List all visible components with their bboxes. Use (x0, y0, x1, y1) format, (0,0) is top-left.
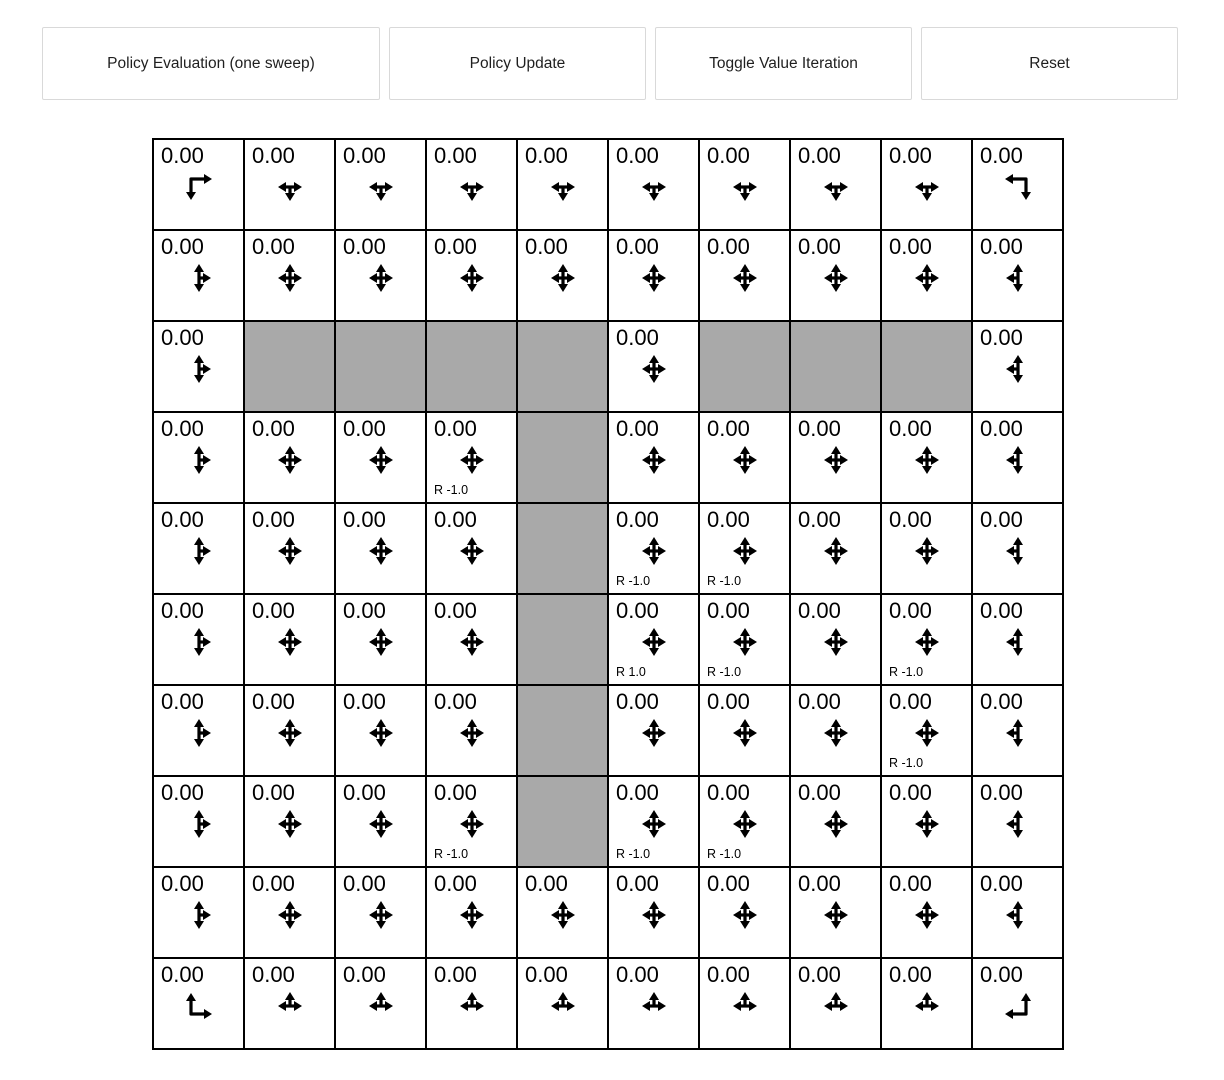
grid-cell (881, 412, 972, 503)
policy-arrows-udr-icon (183, 717, 215, 749)
grid-cell (972, 594, 1063, 685)
cell-value: 0.00 (616, 325, 659, 350)
cell-value: 0.00 (616, 962, 659, 987)
grid-cell (608, 867, 699, 958)
cell-value: 0.00 (980, 234, 1023, 259)
policy-arrows-lru-icon (638, 990, 670, 1022)
grid-cell (335, 776, 426, 867)
policy-arrows-udlr-icon (274, 717, 306, 749)
cell-value: 0.00 (252, 598, 295, 623)
cell-value: 0.00 (707, 689, 750, 714)
policy-arrows-udr-icon (183, 808, 215, 840)
policy-arrows-udlr-icon (820, 444, 852, 476)
cell-value: 0.00 (889, 871, 932, 896)
cell-value: 0.00 (161, 598, 204, 623)
policy-arrows-udl-icon (1002, 899, 1034, 931)
grid-cell (790, 685, 881, 776)
cell-value: 0.00 (798, 416, 841, 441)
cell-value: 0.00 (889, 962, 932, 987)
policy-arrows-udr-icon (183, 353, 215, 385)
cell-reward: R 1.0 (616, 665, 646, 679)
grid-cell (153, 503, 244, 594)
policy-arrows-ld-icon (1002, 171, 1034, 203)
cell-value: 0.00 (161, 143, 204, 168)
cell-value: 0.00 (343, 507, 386, 532)
policy-arrows-udlr-icon (456, 444, 488, 476)
policy-arrows-udlr-icon (365, 626, 397, 658)
cell-value: 0.00 (707, 780, 750, 805)
grid-cell (790, 139, 881, 230)
policy-arrows-udr-icon (183, 626, 215, 658)
grid-cell (426, 776, 517, 867)
cell-value: 0.00 (252, 962, 295, 987)
cell-value: 0.00 (252, 507, 295, 532)
cell-value: 0.00 (616, 416, 659, 441)
grid-cell (699, 594, 790, 685)
grid-cell (335, 230, 426, 321)
policy-arrows-udlr-icon (729, 626, 761, 658)
policy-arrows-udlr-icon (456, 262, 488, 294)
policy-arrows-ul-icon (1002, 990, 1034, 1022)
cell-reward: R -1.0 (616, 847, 651, 861)
policy-arrows-lrd-icon (820, 171, 852, 203)
cell-value: 0.00 (616, 598, 659, 623)
policy-arrows-udlr-icon (729, 717, 761, 749)
policy-arrows-lru-icon (456, 990, 488, 1022)
cell-value: 0.00 (798, 234, 841, 259)
cell-value: 0.00 (707, 143, 750, 168)
cell-reward: R -1.0 (889, 756, 924, 770)
grid-cell (335, 958, 426, 1049)
policy-arrows-udlr-icon (365, 444, 397, 476)
policy-arrows-udr-icon (183, 262, 215, 294)
grid-cell (699, 139, 790, 230)
cell-value: 0.00 (343, 962, 386, 987)
policy-arrows-udlr-icon (729, 444, 761, 476)
cell-value: 0.00 (161, 234, 204, 259)
grid-cell (699, 958, 790, 1049)
grid-cell (244, 776, 335, 867)
cell-value: 0.00 (707, 871, 750, 896)
policy-arrows-udlr-icon (638, 353, 670, 385)
cell-value: 0.00 (616, 143, 659, 168)
cell-value: 0.00 (980, 689, 1023, 714)
cell-value: 0.00 (980, 143, 1023, 168)
wall-cell (517, 503, 608, 594)
policy-arrows-udlr-icon (274, 899, 306, 931)
policy-arrows-udl-icon (1002, 808, 1034, 840)
grid-cell (335, 685, 426, 776)
wall-cell (426, 321, 517, 412)
wall-cell (790, 321, 881, 412)
cell-value: 0.00 (889, 598, 932, 623)
policy-arrows-udr-icon (183, 535, 215, 567)
cell-value: 0.00 (161, 689, 204, 714)
cell-value: 0.00 (343, 780, 386, 805)
cell-value: 0.00 (343, 871, 386, 896)
policy-arrows-udlr-icon (911, 535, 943, 567)
policy-arrows-lru-icon (547, 990, 579, 1022)
cell-value: 0.00 (798, 780, 841, 805)
grid-cell (426, 412, 517, 503)
grid-cell (244, 412, 335, 503)
policy-arrows-udlr-icon (820, 535, 852, 567)
cell-value: 0.00 (434, 143, 477, 168)
grid-cell (790, 230, 881, 321)
cell-value: 0.00 (434, 962, 477, 987)
grid-cell (153, 867, 244, 958)
grid-cell (699, 867, 790, 958)
policy-arrows-udlr-icon (820, 626, 852, 658)
cell-value: 0.00 (434, 416, 477, 441)
grid-cell (608, 958, 699, 1049)
grid-cell (244, 139, 335, 230)
policy-arrows-udlr-icon (911, 717, 943, 749)
grid-cell (153, 321, 244, 412)
policy-arrows-udlr-icon (638, 626, 670, 658)
grid-cell (517, 139, 608, 230)
grid-cell (608, 412, 699, 503)
policy-arrows-lru-icon (274, 990, 306, 1022)
cell-value: 0.00 (889, 143, 932, 168)
grid-cell (972, 139, 1063, 230)
policy-arrows-lrd-icon (911, 171, 943, 203)
grid-cell (790, 867, 881, 958)
grid-cell (335, 503, 426, 594)
grid-cell (699, 685, 790, 776)
policy-arrows-udl-icon (1002, 353, 1034, 385)
grid-cell (517, 867, 608, 958)
policy-update-button[interactable]: Policy Update (389, 27, 646, 100)
cell-value: 0.00 (616, 780, 659, 805)
toolbar (42, 27, 1224, 100)
grid-cell (244, 867, 335, 958)
grid-cell (790, 594, 881, 685)
cell-value: 0.00 (525, 871, 568, 896)
grid-cell (699, 776, 790, 867)
cell-value: 0.00 (798, 871, 841, 896)
cell-value: 0.00 (252, 234, 295, 259)
cell-value: 0.00 (889, 780, 932, 805)
cell-value: 0.00 (343, 598, 386, 623)
grid-cell (972, 867, 1063, 958)
grid-cell (790, 412, 881, 503)
policy-arrows-lru-icon (365, 990, 397, 1022)
policy-arrows-udlr-icon (820, 808, 852, 840)
cell-value: 0.00 (980, 871, 1023, 896)
grid-cell (244, 685, 335, 776)
policy-arrows-udlr-icon (365, 717, 397, 749)
reset-button[interactable]: Reset (921, 27, 1178, 100)
wall-cell (517, 594, 608, 685)
grid-cell (972, 321, 1063, 412)
policy-arrows-dr-icon (183, 171, 215, 203)
policy-arrows-udr-icon (183, 899, 215, 931)
grid-cell (153, 412, 244, 503)
grid-cell (426, 685, 517, 776)
cell-value: 0.00 (161, 962, 204, 987)
wall-cell (517, 685, 608, 776)
policy-arrows-udlr-icon (638, 262, 670, 294)
grid-cell (972, 958, 1063, 1049)
policy-arrows-udlr-icon (456, 808, 488, 840)
cell-value: 0.00 (889, 416, 932, 441)
grid-cell (790, 958, 881, 1049)
policy-arrows-udlr-icon (274, 262, 306, 294)
grid-cell (699, 230, 790, 321)
grid-cell (335, 867, 426, 958)
cell-value: 0.00 (343, 143, 386, 168)
cell-value: 0.00 (343, 234, 386, 259)
cell-value: 0.00 (434, 234, 477, 259)
cell-value: 0.00 (525, 234, 568, 259)
cell-value: 0.00 (434, 871, 477, 896)
grid-cell (699, 503, 790, 594)
policy-arrows-udlr-icon (274, 444, 306, 476)
policy-arrows-udlr-icon (638, 808, 670, 840)
policy-arrows-udlr-icon (911, 444, 943, 476)
cell-value: 0.00 (798, 143, 841, 168)
cell-value: 0.00 (616, 507, 659, 532)
toggle-value-iteration-button[interactable]: Toggle Value Iteration (655, 27, 912, 100)
wall-cell (517, 776, 608, 867)
grid-cell (244, 503, 335, 594)
grid-cell (244, 230, 335, 321)
grid-cell (335, 594, 426, 685)
policy-arrows-lru-icon (729, 990, 761, 1022)
grid-cell (517, 230, 608, 321)
policy-arrows-udl-icon (1002, 262, 1034, 294)
cell-value: 0.00 (889, 689, 932, 714)
grid-cell (881, 958, 972, 1049)
policy-arrows-udlr-icon (456, 535, 488, 567)
cell-value: 0.00 (980, 507, 1023, 532)
policy-arrows-udlr-icon (365, 262, 397, 294)
cell-value: 0.00 (707, 598, 750, 623)
policy-arrows-udlr-icon (638, 717, 670, 749)
cell-value: 0.00 (161, 780, 204, 805)
grid-cell (608, 776, 699, 867)
cell-value: 0.00 (252, 143, 295, 168)
policy-arrows-udlr-icon (729, 262, 761, 294)
cell-value: 0.00 (980, 598, 1023, 623)
grid-cell (790, 776, 881, 867)
policy-evaluation-button[interactable]: Policy Evaluation (one sweep) (42, 27, 380, 100)
policy-arrows-udl-icon (1002, 717, 1034, 749)
cell-value: 0.00 (343, 416, 386, 441)
cell-value: 0.00 (434, 780, 477, 805)
cell-value: 0.00 (707, 507, 750, 532)
policy-arrows-lrd-icon (729, 171, 761, 203)
cell-value: 0.00 (161, 871, 204, 896)
policy-arrows-udlr-icon (638, 444, 670, 476)
cell-reward: R -1.0 (889, 665, 924, 679)
cell-value: 0.00 (343, 689, 386, 714)
cell-value: 0.00 (434, 507, 477, 532)
grid-cell (881, 685, 972, 776)
cell-value: 0.00 (616, 234, 659, 259)
policy-arrows-udlr-icon (365, 535, 397, 567)
policy-arrows-udlr-icon (911, 262, 943, 294)
cell-value: 0.00 (434, 598, 477, 623)
wall-cell (699, 321, 790, 412)
wall-cell (244, 321, 335, 412)
cell-value: 0.00 (161, 325, 204, 350)
cell-reward: R -1.0 (434, 847, 469, 861)
grid-cell (608, 685, 699, 776)
cell-value: 0.00 (889, 507, 932, 532)
wall-cell (517, 412, 608, 503)
cell-value: 0.00 (980, 962, 1023, 987)
cell-value: 0.00 (252, 871, 295, 896)
grid-cell (608, 230, 699, 321)
grid-cell (153, 594, 244, 685)
policy-arrows-udlr-icon (274, 808, 306, 840)
cell-value: 0.00 (980, 416, 1023, 441)
policy-arrows-udlr-icon (820, 717, 852, 749)
policy-arrows-udlr-icon (365, 899, 397, 931)
wall-cell (335, 321, 426, 412)
policy-arrows-udlr-icon (365, 808, 397, 840)
grid-cell (426, 503, 517, 594)
cell-value: 0.00 (434, 689, 477, 714)
grid-cell (153, 776, 244, 867)
policy-arrows-udlr-icon (729, 535, 761, 567)
grid-cell (972, 685, 1063, 776)
policy-arrows-udlr-icon (820, 899, 852, 931)
cell-value: 0.00 (707, 962, 750, 987)
wall-cell (517, 321, 608, 412)
cell-value: 0.00 (616, 871, 659, 896)
cell-value: 0.00 (252, 689, 295, 714)
policy-arrows-udlr-icon (911, 626, 943, 658)
cell-value: 0.00 (252, 416, 295, 441)
cell-value: 0.00 (980, 780, 1023, 805)
cell-value: 0.00 (161, 416, 204, 441)
policy-arrows-lrd-icon (274, 171, 306, 203)
policy-arrows-lru-icon (820, 990, 852, 1022)
cell-reward: R -1.0 (434, 483, 469, 497)
cell-value: 0.00 (798, 962, 841, 987)
grid-cell (426, 230, 517, 321)
grid-cell (608, 139, 699, 230)
policy-arrows-udlr-icon (456, 899, 488, 931)
grid-cell (153, 139, 244, 230)
grid-cell (153, 685, 244, 776)
cell-reward: R -1.0 (616, 574, 651, 588)
grid-cell (426, 867, 517, 958)
cell-value: 0.00 (252, 780, 295, 805)
grid-cell (426, 139, 517, 230)
grid-cell (153, 958, 244, 1049)
policy-arrows-udr-icon (183, 444, 215, 476)
policy-arrows-lrd-icon (456, 171, 488, 203)
grid-cell (881, 594, 972, 685)
policy-arrows-ur-icon (183, 990, 215, 1022)
grid-cell (608, 594, 699, 685)
cell-value: 0.00 (889, 234, 932, 259)
grid-cell (881, 776, 972, 867)
cell-value: 0.00 (798, 507, 841, 532)
grid-cell (244, 594, 335, 685)
cell-value: 0.00 (798, 598, 841, 623)
cell-reward: R -1.0 (707, 847, 742, 861)
policy-arrows-udl-icon (1002, 535, 1034, 567)
policy-arrows-lrd-icon (547, 171, 579, 203)
cell-value: 0.00 (616, 689, 659, 714)
policy-arrows-udlr-icon (547, 899, 579, 931)
cell-value: 0.00 (161, 507, 204, 532)
policy-arrows-lru-icon (911, 990, 943, 1022)
wall-cell (881, 321, 972, 412)
grid-cell (426, 594, 517, 685)
grid-cell (608, 321, 699, 412)
grid-cell (699, 412, 790, 503)
grid-cell (972, 776, 1063, 867)
policy-arrows-udlr-icon (274, 626, 306, 658)
grid-cell (881, 503, 972, 594)
policy-arrows-udlr-icon (729, 808, 761, 840)
grid-cell (972, 412, 1063, 503)
grid-cell (244, 958, 335, 1049)
cell-value: 0.00 (525, 143, 568, 168)
policy-arrows-udlr-icon (820, 262, 852, 294)
grid-cell (972, 230, 1063, 321)
cell-value: 0.00 (798, 689, 841, 714)
policy-arrows-udlr-icon (547, 262, 579, 294)
grid-cell (608, 503, 699, 594)
policy-arrows-udlr-icon (638, 899, 670, 931)
policy-arrows-udlr-icon (911, 899, 943, 931)
cell-reward: R -1.0 (707, 574, 742, 588)
policy-arrows-udlr-icon (729, 899, 761, 931)
cell-reward: R -1.0 (707, 665, 742, 679)
grid-cell (335, 412, 426, 503)
grid-cell (153, 230, 244, 321)
grid-cell (881, 230, 972, 321)
policy-arrows-udl-icon (1002, 626, 1034, 658)
policy-arrows-udlr-icon (456, 626, 488, 658)
policy-arrows-udl-icon (1002, 444, 1034, 476)
grid-cell (881, 867, 972, 958)
cell-value: 0.00 (980, 325, 1023, 350)
cell-value: 0.00 (707, 234, 750, 259)
policy-arrows-udlr-icon (456, 717, 488, 749)
grid-cell (426, 958, 517, 1049)
cell-value: 0.00 (707, 416, 750, 441)
policy-arrows-udlr-icon (911, 808, 943, 840)
grid-cell (335, 139, 426, 230)
policy-arrows-udlr-icon (638, 535, 670, 567)
grid-cell (517, 958, 608, 1049)
policy-arrows-udlr-icon (274, 535, 306, 567)
policy-arrows-lrd-icon (365, 171, 397, 203)
grid-cell (881, 139, 972, 230)
grid-cell (972, 503, 1063, 594)
grid-cell (790, 503, 881, 594)
gridworld-grid (152, 138, 1064, 1050)
cell-value: 0.00 (525, 962, 568, 987)
policy-arrows-lrd-icon (638, 171, 670, 203)
